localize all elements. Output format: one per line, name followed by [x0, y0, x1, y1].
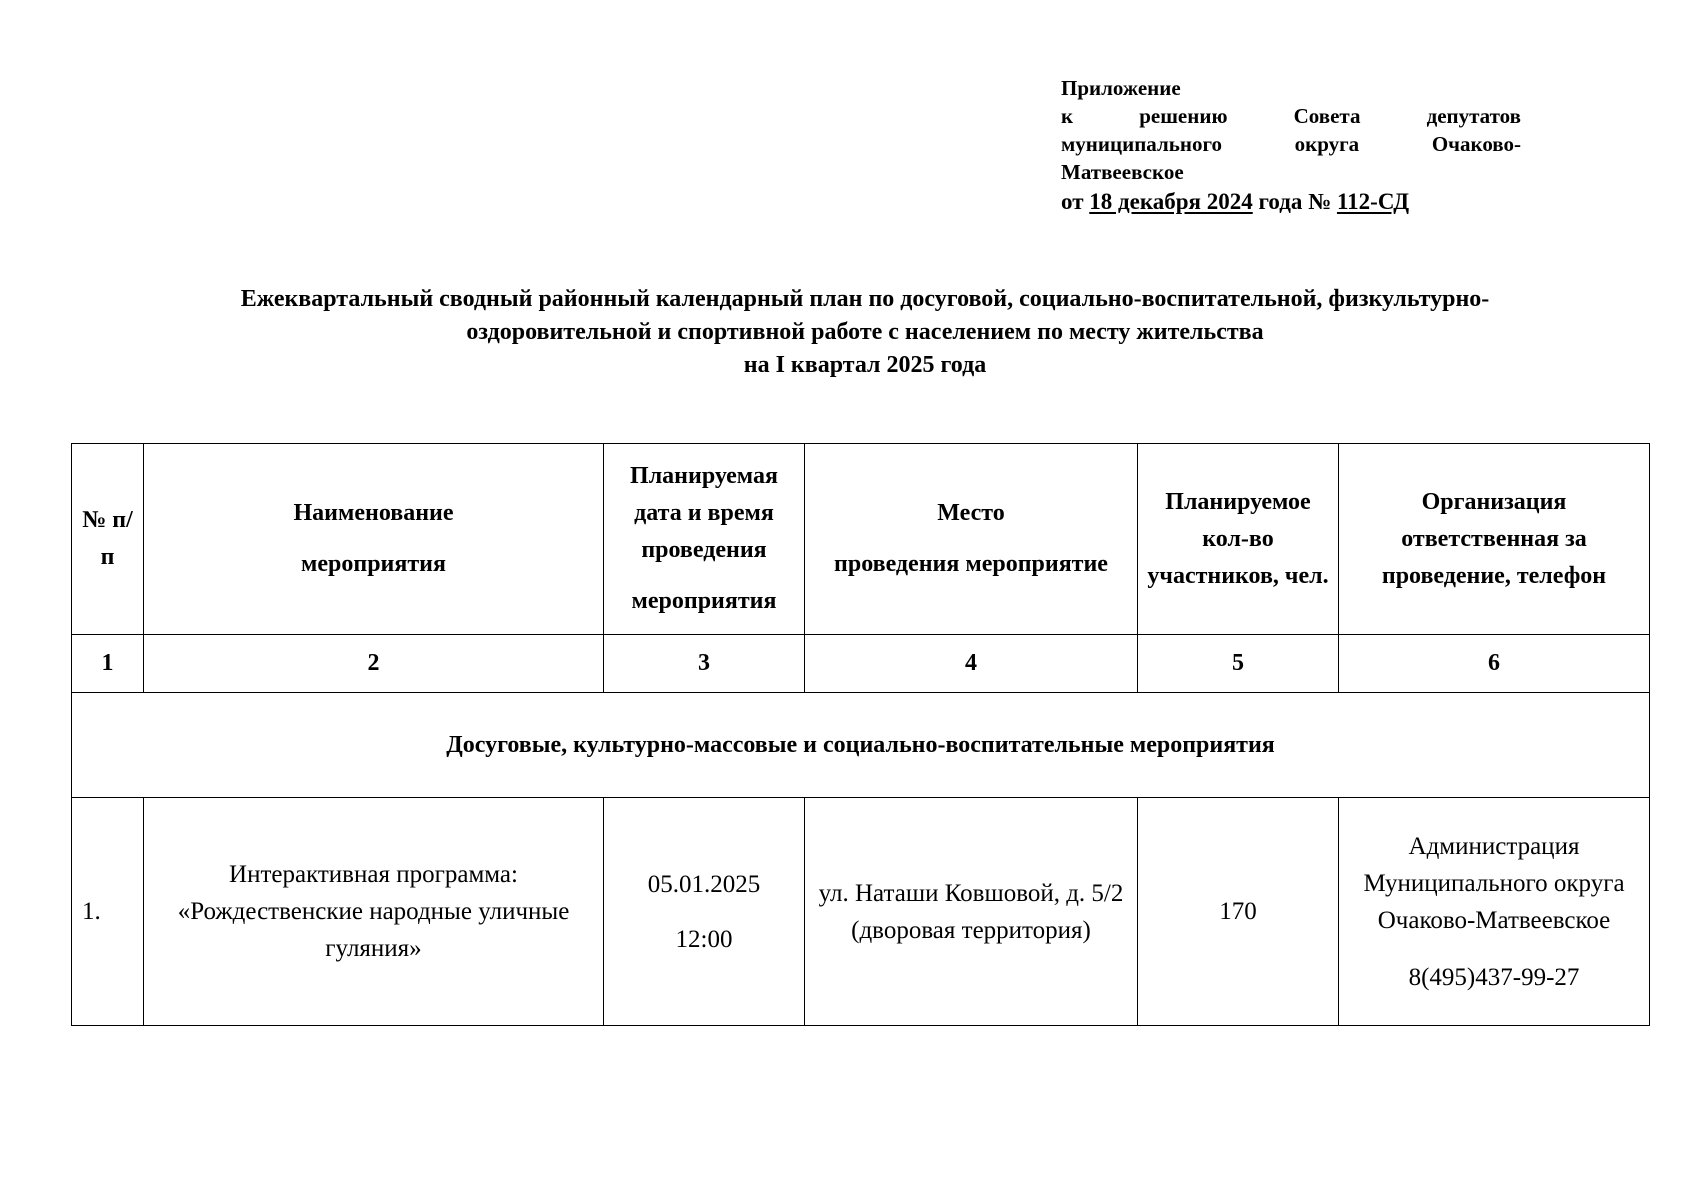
- appendix-district-name: Матвеевское: [1061, 160, 1184, 184]
- header-participants: Планируемое кол-во участников, чел.: [1138, 444, 1339, 635]
- row-participants: 170: [1138, 798, 1339, 1026]
- row-event-name: Интерактивная программа: «Рождественские народные уличные гуляния»: [144, 798, 604, 1026]
- table-row: [72, 798, 1650, 1026]
- appendix-date-line: [1061, 188, 1521, 216]
- column-number: 5: [1138, 635, 1339, 693]
- header-organization: Организация ответственная за проведение, телефон: [1339, 444, 1650, 635]
- title-line-3: на I квартал 2025 года: [743, 352, 987, 378]
- section-title: Досуговые, культурно-массовые и социально-воспитательные мероприятия: [72, 693, 1650, 798]
- header-index: № п/п: [72, 444, 144, 635]
- column-number: 4: [805, 635, 1138, 693]
- table-header-row: [72, 444, 1650, 635]
- column-number: 6: [1339, 635, 1650, 693]
- header-event-name: [144, 444, 604, 635]
- header-place: [805, 444, 1138, 635]
- row-phone: 8(495)437-99-27: [1408, 963, 1580, 991]
- header-date-time-a: Планируемая дата и время проведения: [630, 463, 778, 563]
- row-organization-name: Администрация Муниципального округа Очаково-Матвеевское: [1363, 832, 1625, 934]
- column-number: 1: [72, 635, 144, 693]
- title-line-1: Ежеквартальный сводный районный календарный план по досуговой, социально-воспитательной, физкультурно-: [240, 286, 1490, 312]
- appendix-date: 18 декабря 2024: [1089, 189, 1253, 214]
- row-time: 12:00: [675, 925, 733, 953]
- row-date-time: [604, 798, 805, 1026]
- header-date-time-b: мероприятия: [631, 588, 777, 614]
- column-number: 3: [604, 635, 805, 693]
- row-index: 1.: [72, 798, 144, 1026]
- column-number-row: [72, 635, 1650, 693]
- appendix-number: 112-СД: [1336, 189, 1410, 214]
- appendix-from: от: [1061, 189, 1084, 214]
- appendix-decision-line: к решению Совета депутатов: [1061, 104, 1521, 128]
- row-place: ул. Наташи Ковшовой, д. 5/2 (дворовая территория): [805, 798, 1138, 1026]
- header-place-b: проведения мероприятие: [834, 551, 1108, 577]
- header-date-time: [604, 444, 805, 635]
- header-event-name-b: мероприятия: [301, 551, 446, 577]
- appendix-year-word: года №: [1258, 189, 1332, 214]
- appendix-block: [1061, 74, 1521, 216]
- plan-table: [71, 443, 1650, 1026]
- row-organization: [1339, 798, 1650, 1026]
- appendix-label: Приложение: [1061, 76, 1181, 100]
- header-place-a: Место: [937, 500, 1005, 526]
- row-date: 05.01.2025: [647, 870, 761, 898]
- appendix-district-line: муниципального округа Очаково-: [1061, 132, 1521, 156]
- column-number: 2: [144, 635, 604, 693]
- title-line-2: оздоровительной и спортивной работе с населением по месту жительства: [466, 319, 1264, 345]
- header-event-name-a: Наименование: [293, 500, 454, 526]
- section-row: [72, 693, 1650, 798]
- document-title: [70, 283, 1660, 382]
